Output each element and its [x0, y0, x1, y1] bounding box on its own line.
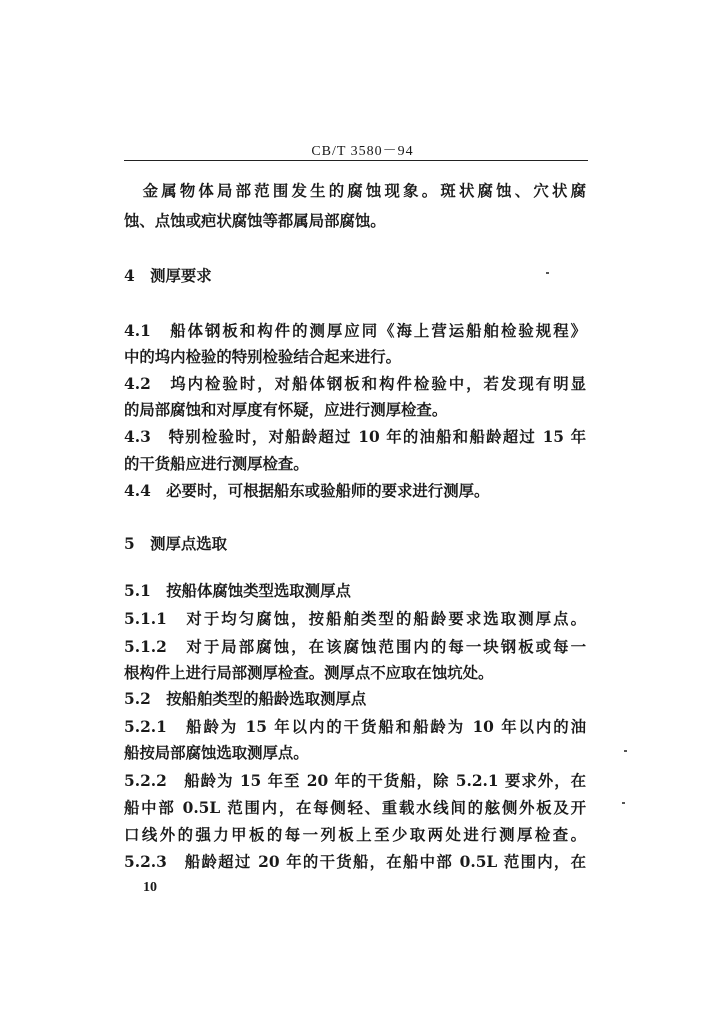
text-line: 蚀、点蚀或疤状腐蚀等都属局部腐蚀。: [124, 212, 386, 230]
clause-5-1: 5.1 按船体腐蚀类型选取测厚点: [124, 582, 351, 600]
header-rule: [124, 160, 588, 161]
clause-5-1-1: 5.1.1 对于均匀腐蚀，按船舶类型的船龄要求选取测厚点。: [124, 610, 586, 628]
section-heading-4: 4 测厚要求: [124, 267, 212, 285]
text-line: 船按局部腐蚀选取测厚点。: [124, 744, 309, 762]
text-line: 金属物体局部范围发生的腐蚀现象。斑状腐蚀、穴状腐: [124, 182, 586, 200]
clause-4-4: 4.4 必要时，可根据船东或验船师的要求进行测厚。: [124, 482, 490, 500]
text-line: 口线外的强力甲板的每一列板上至少取两处进行测厚检查。: [124, 826, 586, 844]
clause-5-1-2: 5.1.2 对于局部腐蚀，在该腐蚀范围内的每一块钢板或每一: [124, 638, 586, 656]
text-line: 中的坞内检验的特别检验结合起来进行。: [124, 348, 402, 366]
clause-4-3: 4.3 特别检验时，对船龄超过 10 年的油船和船龄超过 15 年: [124, 428, 586, 446]
text-line: 根构件上进行局部测厚检查。测厚点不应取在蚀坑处。: [124, 664, 494, 682]
scan-speck: [546, 272, 549, 274]
clause-5-2-1: 5.2.1 船龄为 15 年以内的干货船和船龄为 10 年以内的油: [124, 718, 586, 736]
scan-speck: [622, 802, 625, 804]
clause-4-2: 4.2 坞内检验时，对船体钢板和构件检验中，若发现有明显: [124, 375, 586, 393]
running-header: CB/T 3580－94: [311, 144, 414, 159]
page-number: 10: [143, 880, 157, 895]
scan-speck: [624, 750, 627, 752]
section-heading-5: 5 测厚点选取: [124, 535, 228, 553]
text-line: 的干货船应进行测厚检查。: [124, 455, 309, 473]
text-line: 的局部腐蚀和对厚度有怀疑，应进行测厚检查。: [124, 401, 448, 419]
clause-5-2: 5.2 按船舶类型的船龄选取测厚点: [124, 690, 367, 708]
text-line: 船中部 0.5L 范围内，在每侧轻、重载水线间的舷侧外板及开: [124, 799, 586, 817]
clause-5-2-3: 5.2.3 船龄超过 20 年的干货船，在船中部 0.5L 范围内，在: [124, 853, 586, 871]
clause-4-1: 4.1 船体钢板和构件的测厚应同《海上营运船舶检验规程》: [124, 322, 586, 340]
clause-5-2-2: 5.2.2 船龄为 15 年至 20 年的干货船，除 5.2.1 要求外，在: [124, 772, 586, 790]
